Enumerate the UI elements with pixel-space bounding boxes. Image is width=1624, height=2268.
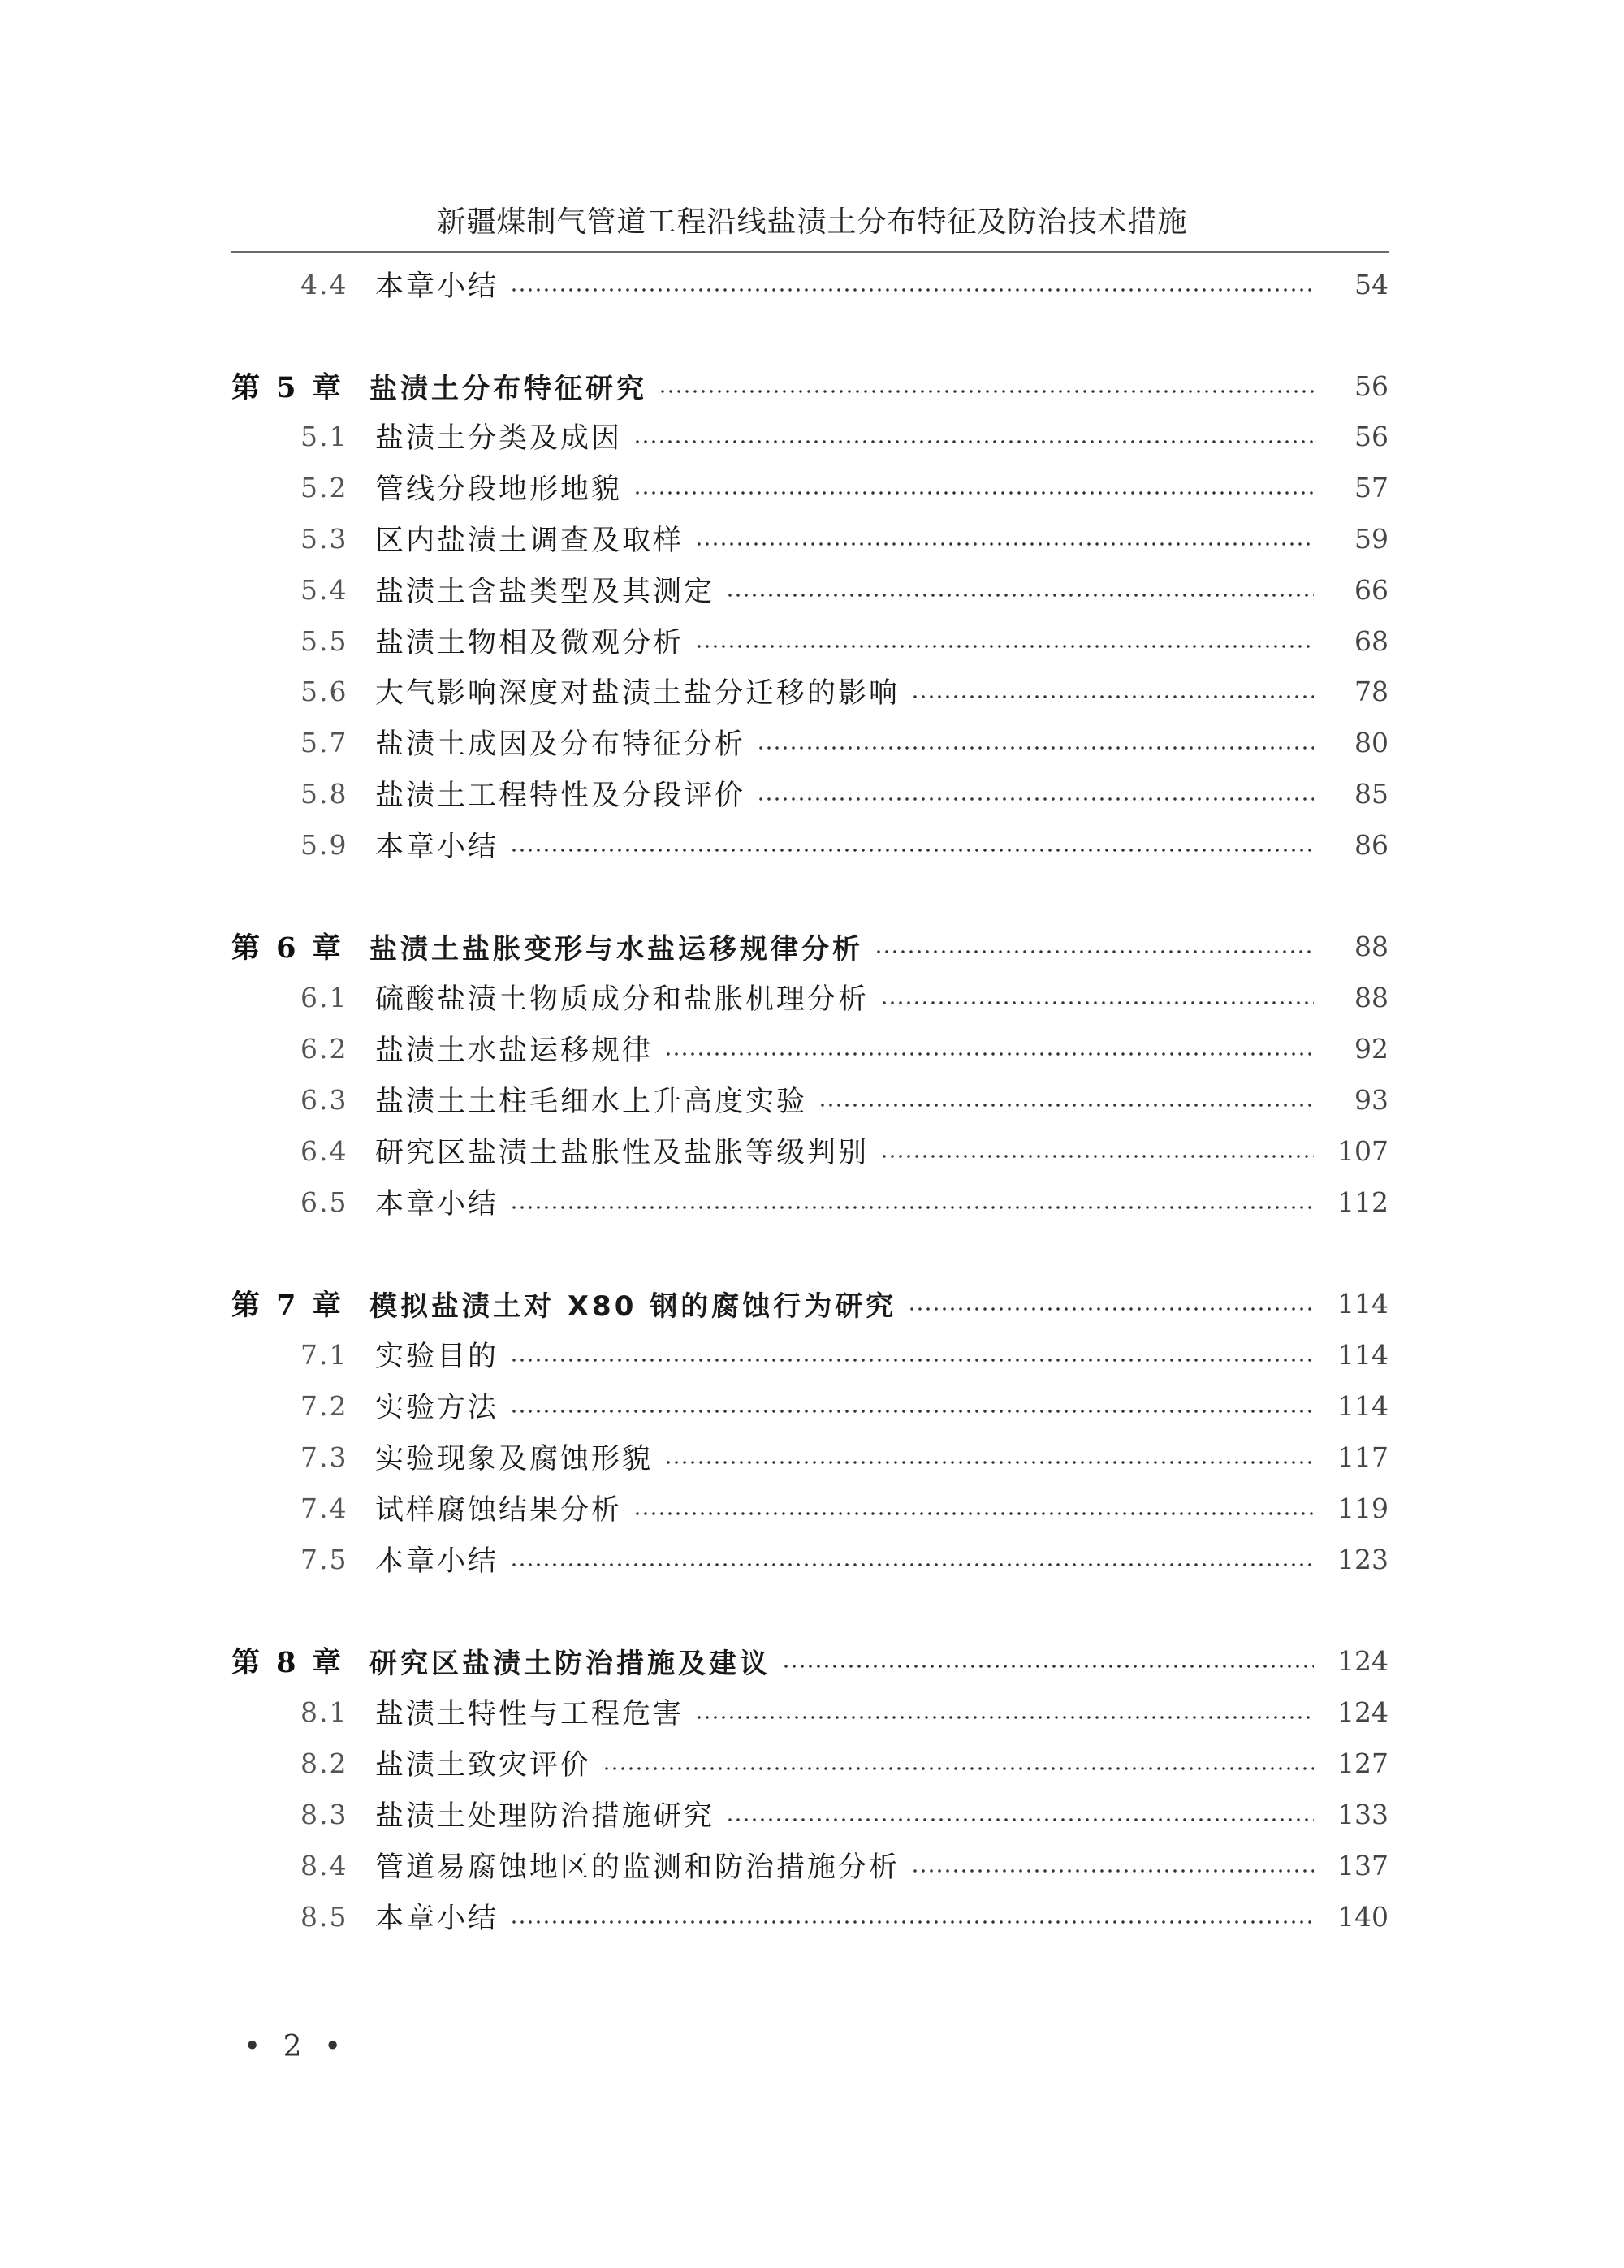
toc-section-entry: [0, 616, 1624, 665]
toc-entry-title: 盐渍土分类及成因: [375, 422, 623, 455]
toc-entry-number: 6.1: [300, 981, 348, 1013]
toc-entry-title: 区内盐渍土调查及取样: [375, 525, 685, 557]
toc-entry-number: 7.1: [300, 1338, 348, 1371]
toc-entry-title: 盐渍土特性与工程危害: [375, 1698, 685, 1730]
toc-section-entry: [0, 1126, 1624, 1175]
dot-leader: [757, 746, 1314, 750]
toc-section-entry: [0, 463, 1624, 512]
toc-entry-title: 盐渍土致灾评价: [375, 1749, 592, 1782]
dot-leader: [510, 1920, 1314, 1924]
toc-entry-number: 6.4: [300, 1134, 348, 1167]
toc-entry-title: 盐渍土物相及微观分析: [375, 627, 685, 659]
toc-entry-title: 盐渍土处理防治措施研究: [375, 1800, 715, 1833]
toc-entry-number: 5.8: [300, 777, 348, 810]
toc-entry-title: 研究区盐渍土盐胀性及盐胀等级判别: [375, 1137, 870, 1169]
toc-entry-page: 133: [1337, 1798, 1389, 1830]
dot-leader: [911, 695, 1314, 698]
toc-entry-page: 112: [1337, 1186, 1389, 1218]
dot-leader: [695, 1716, 1314, 1719]
toc-entry-page: 56: [1354, 369, 1389, 402]
toc-section-entry: [0, 412, 1624, 460]
dot-leader: [659, 390, 1314, 393]
toc-section-entry: [0, 769, 1624, 818]
toc-section-entry: [0, 260, 1624, 309]
toc-section-entry: [0, 565, 1624, 614]
toc-entry-page: 124: [1337, 1644, 1389, 1677]
toc-entry-number: 5.3: [300, 522, 348, 555]
toc-entry-title: 实验目的: [375, 1341, 499, 1373]
toc-entry-number: 7.5: [300, 1543, 348, 1575]
dot-leader: [603, 1767, 1314, 1770]
toc-entry-page: 54: [1354, 268, 1389, 300]
dot-leader: [510, 1410, 1314, 1413]
toc-entry-page: 92: [1354, 1032, 1389, 1065]
toc-entry-number: 8.1: [300, 1696, 348, 1728]
toc-section-entry: [0, 1484, 1624, 1532]
toc-section-entry: [0, 1739, 1624, 1787]
dot-leader: [818, 1104, 1314, 1107]
toc-section-entry: [0, 1841, 1624, 1890]
dot-leader: [782, 1665, 1314, 1668]
toc-entry-title: 盐渍土盐胀变形与水盐运移规律分析: [369, 932, 863, 966]
dot-leader: [880, 1155, 1314, 1158]
toc-section-entry: [0, 718, 1624, 767]
toc-entry-page: 57: [1354, 471, 1389, 503]
toc-entry-title: 盐渍土水盐运移规律: [375, 1035, 654, 1067]
toc-entry-number: 8.2: [300, 1747, 348, 1779]
toc-entry-number: 5.6: [300, 675, 348, 707]
toc-entry-page: 127: [1337, 1747, 1389, 1779]
toc-entry-title: 盐渍土土柱毛细水上升高度实验: [375, 1086, 808, 1118]
running-header: 新疆煤制气管道工程沿线盐渍土分布特征及防治技术措施: [436, 205, 1188, 239]
dot-leader: [908, 1307, 1314, 1311]
toc-entry-page: 117: [1337, 1441, 1389, 1473]
toc-section-entry: [0, 514, 1624, 563]
toc-entry-page: 88: [1354, 981, 1389, 1013]
dot-leader: [510, 1359, 1314, 1362]
toc-section-entry: [0, 667, 1624, 715]
toc-entry-page: 86: [1354, 828, 1389, 861]
toc-entry-page: 66: [1354, 573, 1389, 606]
toc-entry-title: 硫酸盐渍土物质成分和盐胀机理分析: [375, 983, 870, 1016]
toc-entry-page: 80: [1354, 726, 1389, 758]
toc-entry-page: 56: [1354, 420, 1389, 452]
toc-section-entry: [0, 1075, 1624, 1124]
toc-entry-number: 5.5: [300, 624, 348, 657]
toc-entry-number: 6.3: [300, 1083, 348, 1116]
toc-entry-title: 盐渍土成因及分布特征分析: [375, 728, 746, 761]
toc-entry-title: 盐渍土分布特征研究: [369, 372, 647, 405]
toc-section-entry: [0, 1330, 1624, 1379]
toc-entry-title: 盐渍土工程特性及分段评价: [375, 780, 746, 812]
dot-leader: [510, 1206, 1314, 1209]
toc-entry-title: 实验现象及腐蚀形貌: [375, 1443, 654, 1475]
dot-leader: [664, 1461, 1314, 1464]
toc-entry-page: 107: [1337, 1134, 1389, 1167]
dot-leader: [757, 797, 1314, 801]
toc-section-entry: [0, 1687, 1624, 1736]
toc-entry-page: 119: [1337, 1492, 1389, 1524]
dot-leader: [726, 1818, 1314, 1821]
dot-leader: [695, 542, 1314, 546]
dot-leader: [695, 645, 1314, 648]
toc-section-entry: [0, 1177, 1624, 1226]
toc-entry-page: 85: [1354, 777, 1389, 810]
toc-section-entry: [0, 1024, 1624, 1073]
dot-leader: [510, 288, 1314, 292]
toc-chapter-entry: [0, 361, 1624, 410]
page-number: • 2 •: [244, 2030, 348, 2063]
toc-entry-number: 5.4: [300, 573, 348, 606]
toc-section-entry: [0, 1790, 1624, 1838]
toc-entry-title: 管线分段地形地貌: [375, 473, 623, 506]
toc-section-entry: [0, 820, 1624, 869]
toc-entry-number: 第 8 章: [231, 1646, 344, 1679]
toc-entry-number: 5.2: [300, 471, 348, 503]
toc-entry-title: 本章小结: [375, 1903, 499, 1935]
toc-entry-title: 本章小结: [375, 1188, 499, 1220]
toc-section-entry: [0, 973, 1624, 1022]
toc-entry-page: 78: [1354, 675, 1389, 707]
dot-leader: [880, 1001, 1314, 1004]
toc-entry-title: 模拟盐渍土对 X80 钢的腐蚀行为研究: [369, 1290, 897, 1323]
toc-entry-title: 管道易腐蚀地区的监测和防治措施分析: [375, 1851, 901, 1884]
toc-section-entry: [0, 1535, 1624, 1583]
toc-entry-number: 4.4: [300, 268, 348, 300]
toc-entry-number: 5.9: [300, 828, 348, 861]
toc-entry-number: 第 6 章: [231, 931, 344, 965]
dot-leader: [726, 594, 1314, 597]
dot-leader: [633, 491, 1314, 495]
toc-entry-number: 8.3: [300, 1798, 348, 1830]
toc-entry-page: 140: [1337, 1900, 1389, 1933]
toc-entry-page: 93: [1354, 1083, 1389, 1116]
toc-entry-page: 88: [1354, 930, 1389, 962]
toc-entry-number: 6.5: [300, 1186, 348, 1218]
toc-entry-number: 7.2: [300, 1389, 348, 1422]
toc-entry-page: 137: [1337, 1849, 1389, 1881]
toc-entry-page: 124: [1337, 1696, 1389, 1728]
toc-entry-number: 第 5 章: [231, 371, 344, 404]
toc-entry-title: 实验方法: [375, 1392, 499, 1424]
dot-leader: [875, 950, 1314, 953]
dot-leader: [510, 1563, 1314, 1566]
toc-entry-page: 123: [1337, 1543, 1389, 1575]
toc-entry-title: 研究区盐渍土防治措施及建议: [369, 1647, 771, 1680]
toc-entry-number: 7.4: [300, 1492, 348, 1524]
dot-leader: [664, 1052, 1314, 1056]
toc-entry-page: 114: [1337, 1389, 1389, 1422]
dot-leader: [510, 849, 1314, 852]
toc-entry-number: 8.4: [300, 1849, 348, 1881]
toc-entry-title: 大气影响深度对盐渍土盐分迁移的影响: [375, 677, 901, 710]
toc-entry-page: 59: [1354, 522, 1389, 555]
toc-section-entry: [0, 1892, 1624, 1941]
dot-leader: [911, 1869, 1314, 1873]
toc-entry-title: 盐渍土含盐类型及其测定: [375, 576, 715, 608]
toc-entry-number: 第 7 章: [231, 1289, 344, 1322]
dot-leader: [633, 440, 1314, 443]
toc-entry-title: 本章小结: [375, 1545, 499, 1578]
toc-entry-title: 本章小结: [375, 270, 499, 303]
toc-chapter-entry: [0, 922, 1624, 970]
toc-entry-title: 本章小结: [375, 831, 499, 863]
toc-entry-page: 68: [1354, 624, 1389, 657]
toc-entry-number: 5.1: [300, 420, 348, 452]
toc-chapter-entry: [0, 1279, 1624, 1328]
toc-entry-page: 114: [1337, 1338, 1389, 1371]
dot-leader: [633, 1512, 1314, 1515]
toc-entry-number: 5.7: [300, 726, 348, 758]
toc-entry-number: 7.3: [300, 1441, 348, 1473]
toc-entry-page: 114: [1337, 1287, 1389, 1320]
toc-entry-number: 8.5: [300, 1900, 348, 1933]
toc-entry-title: 试样腐蚀结果分析: [375, 1494, 623, 1527]
toc-section-entry: [0, 1432, 1624, 1481]
toc-chapter-entry: [0, 1636, 1624, 1685]
toc-entry-number: 6.2: [300, 1032, 348, 1065]
toc-section-entry: [0, 1381, 1624, 1430]
